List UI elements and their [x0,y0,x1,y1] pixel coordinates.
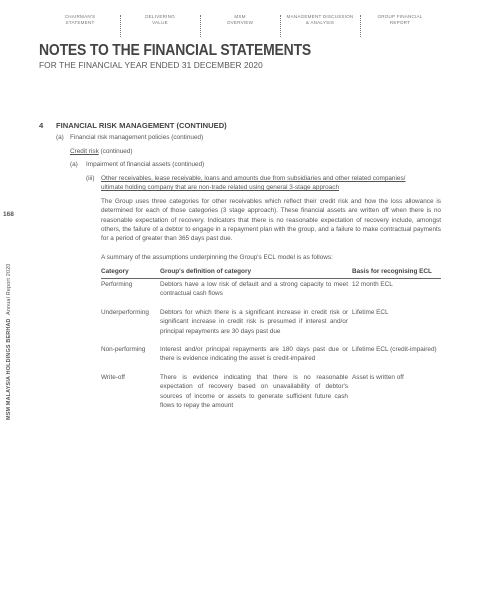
side-running-header [6,263,12,420]
subsection-a-text: Financial risk management policies (continued) [70,134,204,141]
nav-item-line1: MSM [234,14,246,19]
page-subtitle: FOR THE FINANCIAL YEAR ENDED 31 DECEMBER 2020 [39,60,263,70]
nav-item-delivering-value[interactable] [120,14,200,26]
nav-item-line1: DELIVERING [145,14,175,19]
table-cell-category: Write-off [101,374,125,381]
nav-item-line2: REPORT [389,20,411,25]
nav-item-line2: OVERVIEW [226,20,254,25]
table-cell-basis: Asset is written off [352,374,404,381]
side-report-name: Annual Report 2020 [6,263,12,315]
table-header-row [101,268,441,279]
section-title: FINANCIAL RISK MANAGEMENT (CONTINUED) [56,121,227,130]
header-nav [40,14,440,38]
credit-risk-heading [70,148,133,156]
nav-item-line1: GROUP FINANCIAL [377,14,423,19]
table-cell-definition: There is evidence indicating that there is no reasonable expectation of recovery based on unavailability of debtor's sources of income or assets to generate sufficient future cash flows to repay the amount [160,374,348,409]
item-iii-heading-line2: ultimate holding company that are non-trade related using general 3-stage approach [101,184,340,191]
item-iii-heading-line1: Other receivables, lease receivable, loans and amounts due from subsidiaries and other related companies/ [101,175,406,182]
subsection-a-label: (a) [56,134,64,141]
nav-item-line2: & ANALYSIS [305,20,335,25]
table-header-definition: Group's definition of category [160,268,251,275]
item-iii-label: (iii) [86,175,95,182]
nav-item-line1: MANAGEMENT DISCUSSION [286,14,354,19]
table-cell-category: Underperforming [101,309,149,316]
table-cell-definition: Debtors have a low risk of default and a strong capacity to meet contractual cash flows [160,281,348,298]
nav-item-group-financial-report[interactable] [360,14,440,26]
subsection-a2-text: Impairment of financial assets (continued) [86,161,205,168]
table-cell-definition: Interest and/or principal repayments are 180 days past due or there is evidence indicating the asset is credit-impaired [160,346,348,363]
section-number: 4 [39,121,44,130]
nav-item-line2: STATEMENT [65,20,95,25]
item-iii-paragraph: The Group uses three categories for other receivables which reflect their credit risk and how the loss allowance is determined for each of those categories (3 stage approach). These financial assets are written off when there is no reasonable expectation of recovery. Indicators that there is no reasonable expectation of recovery include, amongst others, the failure of a debtor to engage in a repayment plan with the group, and a failure to make contractual payments for a period of greater than 365 days past due. [101,198,441,243]
table-header-basis: Basis for recognising ECL [352,268,432,275]
table-cell-definition: Debtors for which there is a significant increase in credit risk or significant increase in credit risk is presumed if interest and/or principal repayments are 30 days past due [160,309,348,335]
nav-item-msm-overview[interactable] [200,14,280,26]
table-cell-category: Non-performing [101,346,146,353]
table-header-category: Category [101,268,129,275]
table-cell-basis: Lifetime ECL [352,309,389,316]
nav-item-line1: CHAIRMAN'S [64,14,96,19]
page-number: 168 [3,211,14,218]
table-cell-category: Performing [101,281,133,288]
table-cell-basis: Lifetime ECL (credit-impaired) [352,346,437,353]
subsection-a2-label: (a) [70,161,78,168]
nav-item-line2: VALUE [152,20,168,25]
table-cell-basis: 12 month ECL [352,281,393,288]
page-title: NOTES TO THE FINANCIAL STATEMENTS [39,42,312,59]
nav-item-management-discussion[interactable] [280,14,360,26]
nav-item-chairmans-statement[interactable] [40,14,120,26]
credit-risk-underlined: Credit risk [70,148,99,155]
credit-risk-rest: (continued) [98,148,133,155]
ecl-summary-intro: A summary of the assumptions underpinning the Group's ECL model is as follows: [101,254,333,261]
side-company-name: MSM MALAYSIA HOLDINGS BERHAD [6,318,12,420]
